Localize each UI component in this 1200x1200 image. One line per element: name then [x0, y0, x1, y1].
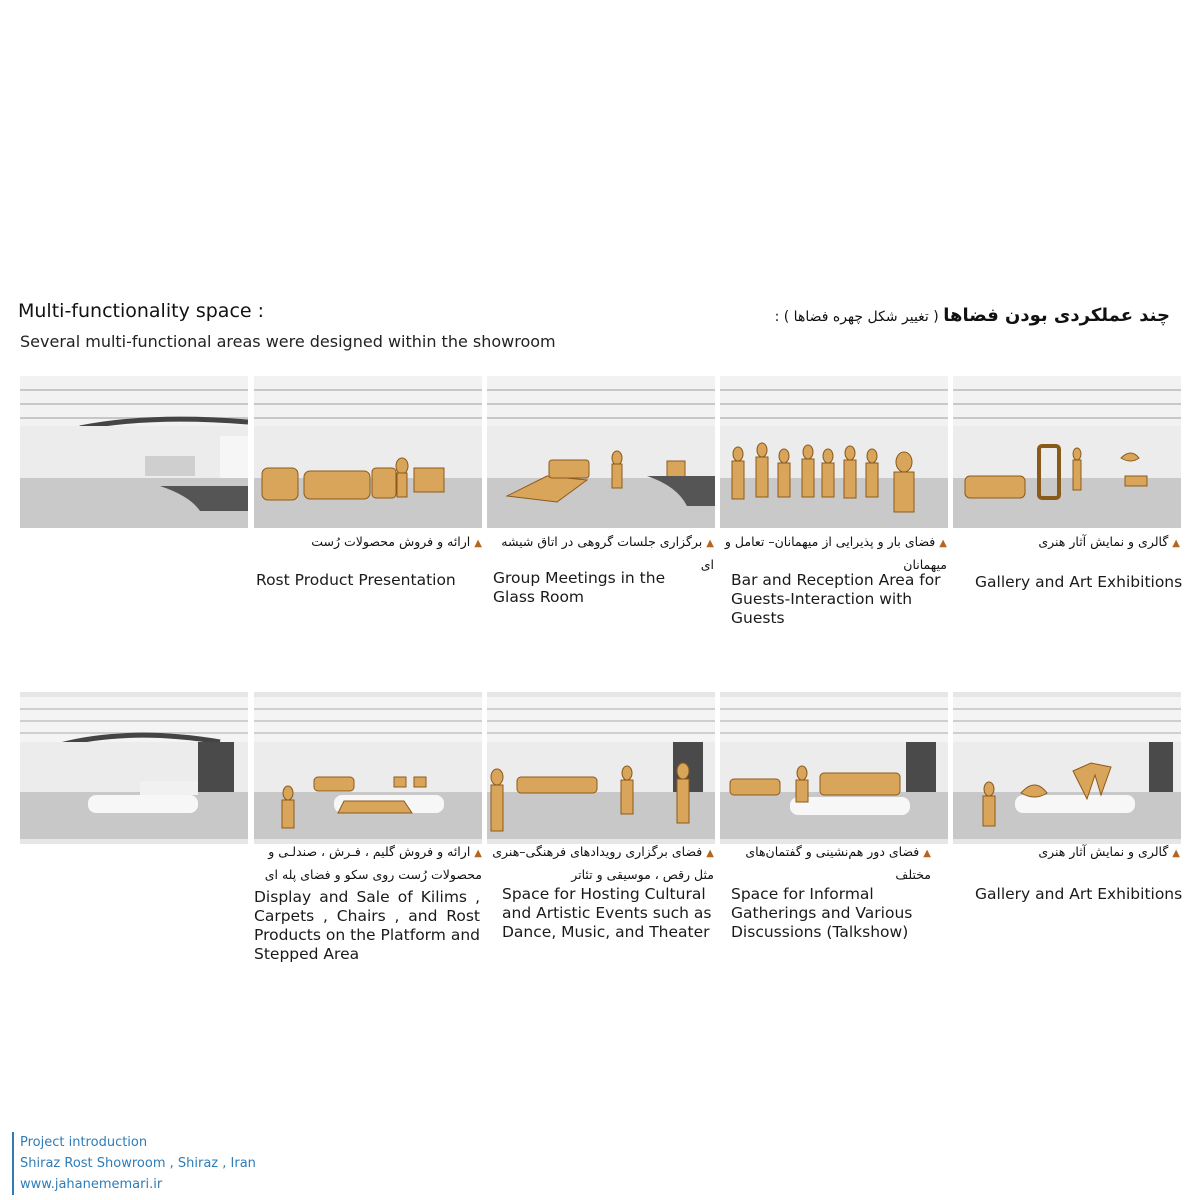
triangle-bullet-icon: ▲	[923, 848, 931, 859]
photo-group-meetings	[487, 376, 715, 528]
triangle-bullet-icon: ▲	[1172, 538, 1180, 549]
photo-talkshow	[720, 692, 948, 844]
caption-fa-9: ▲گالری و نمایش آثار هنری	[1038, 844, 1180, 859]
triangle-bullet-icon: ▲	[474, 538, 482, 549]
caption-en-2: Group Meetings in the Glass Room	[493, 569, 666, 606]
photo-gallery-2	[953, 692, 1181, 844]
caption-fa-1: ▲ارائه و فروش محصولات رُست	[311, 534, 482, 549]
triangle-bullet-icon: ▲	[939, 538, 947, 549]
caption-en-9: Gallery and Art Exhibitions	[975, 885, 1183, 903]
photo-platform-empty	[20, 692, 248, 844]
photo-cultural-events	[487, 692, 715, 844]
photo-kilims-carpets	[254, 692, 482, 844]
page-title-fa-rest: ( تغییر شکل چهره فضاها ) :	[774, 309, 944, 325]
page-title-fa	[775, 305, 1170, 326]
photo-bar-reception	[720, 376, 948, 528]
caption-en-3: Bar and Reception Area for Guests-Interaction with Guests	[731, 571, 941, 627]
caption-fa-7: ▲فضای برگزاری رویدادهای فرهنگی–هنری مثل رقص ، موسیقی و تئاتر	[492, 844, 714, 882]
caption-en-1: Rost Product Presentation	[256, 571, 456, 589]
caption-en-7: Space for Hosting Cultural and Artistic Events such as Dance, Music, and Theater	[502, 885, 712, 941]
triangle-bullet-icon: ▲	[706, 848, 714, 859]
page-subtitle-en: Several multi-functional areas were designed within the showroom	[20, 332, 556, 351]
triangle-bullet-icon: ▲	[706, 538, 714, 549]
caption-fa-8: ▲فضای دور هم‌نشینی و گفتمان‌های مختلف	[745, 844, 931, 882]
photo-showroom-empty	[20, 376, 248, 528]
footer-project-name: Shiraz Rost Showroom , Shiraz , Iran	[20, 1156, 256, 1171]
photo-gallery-1	[953, 376, 1181, 528]
caption-fa-4: ▲گالری و نمایش آثار هنری	[1038, 534, 1180, 549]
footer	[12, 1132, 256, 1195]
page-title-fa-bold: چند عملکردی بودن فضاها	[943, 305, 1170, 326]
photo-rost-products	[254, 376, 482, 528]
caption-fa-2: ▲برگزاری جلسات گروهی در اتاق شیشه ای	[501, 534, 714, 572]
caption-fa-6: ▲ارائه و فروش گلیم ، فـرش ، صندلـی و محصولات رُست روی سکو و فضای پله ای	[264, 844, 482, 882]
footer-project-intro: Project introduction	[20, 1135, 148, 1150]
caption-en-6: Display and Sale of Kilims , Carpets , Chairs , and Rost Products on the Platform and Stepped Area	[254, 888, 480, 963]
footer-website-link[interactable]: www.jahanememari.ir	[20, 1177, 163, 1192]
triangle-bullet-icon: ▲	[474, 848, 482, 859]
caption-en-8: Space for Informal Gatherings and Various Discussions (Talkshow)	[731, 885, 913, 941]
caption-fa-3: ▲فضای بار و پذیرایی از میهمانان– تعامل و میهمانان	[724, 534, 947, 572]
caption-en-4: Gallery and Art Exhibitions	[975, 573, 1183, 591]
triangle-bullet-icon: ▲	[1172, 848, 1180, 859]
page-title-en: Multi-functionality space :	[18, 300, 265, 322]
